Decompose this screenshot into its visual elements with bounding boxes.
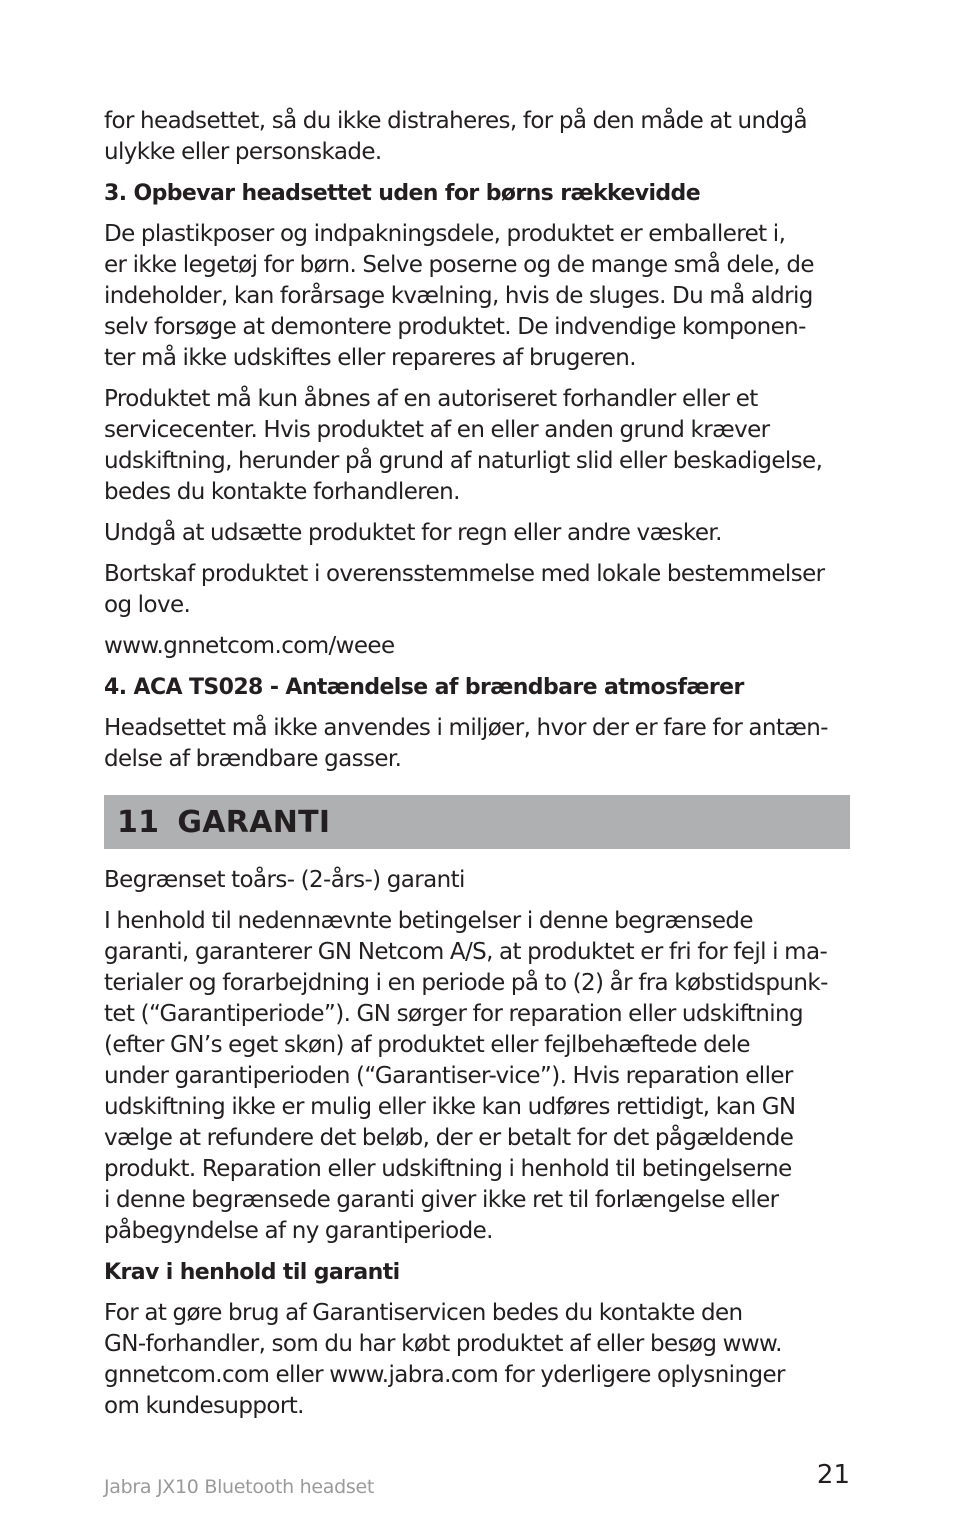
text-line: De plastikposer og indpakningsdele, produktet er emballeret i,	[104, 221, 786, 247]
section-heading	[117, 805, 330, 840]
text-line: garanti, garanterer GN Netcom A/S, at produktet er fri for fejl i ma-	[104, 939, 828, 965]
text-line: servicecenter. Hvis produktet af en eller anden grund kræver	[104, 417, 770, 443]
text-line: udskiftning ikke er mulig eller ikke kan udføres rettidigt, kan GN	[104, 1094, 796, 1120]
paragraph	[104, 631, 850, 662]
text-line: Undgå at udsætte produktet for regn eller andre væsker.	[104, 520, 722, 546]
section-title: GARANTI	[177, 804, 331, 840]
paragraph	[104, 219, 850, 374]
subheading: 3. Opbevar headsettet uden for børns rækkevidde	[104, 181, 701, 206]
text-line: produkt. Reparation eller udskiftning i henhold til betingelserne	[104, 1156, 792, 1182]
paragraph	[104, 865, 850, 896]
warranty-text-area	[104, 865, 850, 1422]
subheading: Krav i henhold til garanti	[104, 1260, 400, 1285]
page-number: 21	[816, 1460, 850, 1490]
paragraph	[104, 518, 850, 549]
text-line: ter må ikke udskiftes eller repareres af brugeren.	[104, 345, 636, 371]
section-heading-band	[104, 795, 850, 849]
text-line: I henhold til nedennævnte betingelser i denne begrænsede	[104, 908, 753, 934]
text-line: indeholder, kan forårsage kvælning, hvis de sluges. Du må aldrig	[104, 283, 813, 309]
text-line: Bortskaf produktet i overensstemmelse med lokale bestemmelser	[104, 561, 825, 587]
page-content	[104, 106, 850, 1432]
text-line: Produktet må kun åbnes af en autoriseret forhandler eller et	[104, 386, 758, 412]
footer-title: Jabra JX10 Bluetooth headset	[104, 1476, 374, 1498]
text-line: GN-forhandler, som du har købt produktet af eller besøg www.	[104, 1331, 782, 1357]
text-line: For at gøre brug af Garantiservicen bedes du kontakte den	[104, 1300, 743, 1326]
text-line: og love.	[104, 592, 191, 618]
text-line: (efter GN’s eget skøn) af produktet eller fejlbehæftede dele	[104, 1032, 750, 1058]
text-line: om kundesupport.	[104, 1393, 304, 1419]
paragraph	[104, 1298, 850, 1422]
text-line: gnnetcom.com eller www.jabra.com for yderligere oplysninger	[104, 1362, 785, 1388]
text-line: bedes du kontakte forhandleren.	[104, 479, 460, 505]
text-line: tet (“Garantiperiode”). GN sørger for reparation eller udskiftning	[104, 1001, 804, 1027]
paragraph	[104, 106, 850, 168]
paragraph	[104, 384, 850, 508]
text-line: Headsettet må ikke anvendes i miljøer, hvor der er fare for antæn-	[104, 715, 828, 741]
section-number: 11	[117, 804, 160, 840]
text-line: terialer og forarbejdning i en periode på to (2) år fra købstidspunk-	[104, 970, 828, 996]
text-line: under garantiperioden (“Garantiser-vice”). Hvis reparation eller	[104, 1063, 793, 1089]
text-line: www.gnnetcom.com/weee	[104, 633, 395, 659]
text-line: ulykke eller personskade.	[104, 139, 382, 165]
text-line: er ikke legetøj for børn. Selve poserne og de mange små dele, de	[104, 252, 814, 278]
text-line: påbegyndelse af ny garantiperiode.	[104, 1218, 493, 1244]
text-line: delse af brændbare gasser.	[104, 746, 402, 772]
paragraph	[104, 906, 850, 1247]
text-line: Begrænset toårs- (2-års-) garanti	[104, 867, 465, 893]
text-line: selv forsøge at demontere produktet. De indvendige komponen-	[104, 314, 806, 340]
text-line: udskiftning, herunder på grund af naturligt slid eller beskadigelse,	[104, 448, 823, 474]
safety-text-area	[104, 106, 850, 775]
paragraph	[104, 713, 850, 775]
text-line: i denne begrænsede garanti giver ikke ret til forlængelse eller	[104, 1187, 779, 1213]
text-line: vælge at refundere det beløb, der er betalt for det pågældende	[104, 1125, 794, 1151]
subheading: 4. ACA TS028 - Antændelse af brændbare atmosfærer	[104, 675, 744, 700]
text-line: for headsettet, så du ikke distraheres, for på den måde at undgå	[104, 108, 807, 134]
paragraph	[104, 559, 850, 621]
